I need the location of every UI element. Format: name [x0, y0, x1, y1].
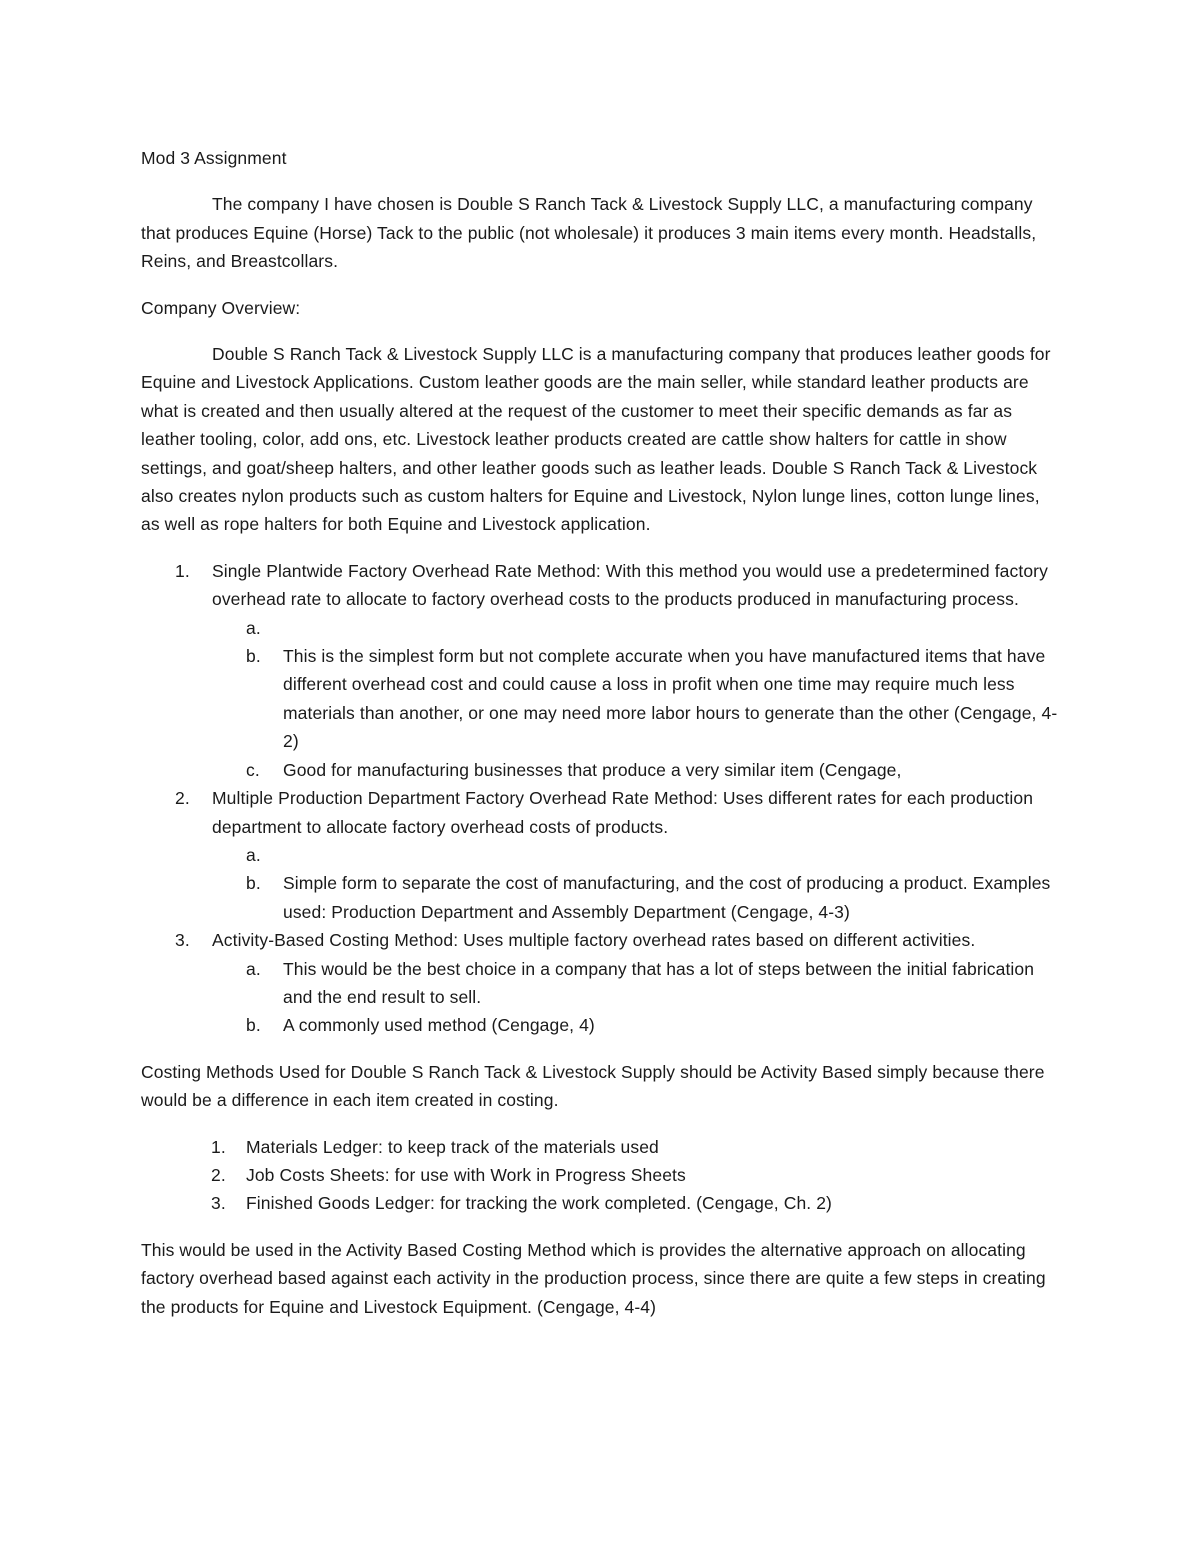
method-item	[141, 926, 1061, 1040]
sub-text: Simple form to separate the cost of manufacturing, and the cost of producing a product. Examples used: Production Department and Assembly Department (Cengage, 4-3)	[283, 873, 1051, 922]
sub-item	[212, 642, 1061, 756]
method-sub-list	[212, 955, 1061, 1040]
ledger-item	[141, 1161, 1061, 1189]
list-marker: 3.	[211, 1193, 226, 1214]
list-marker: 2.	[211, 1164, 226, 1185]
sub-item	[212, 614, 1061, 642]
ledger-text: Materials Ledger: to keep track of the materials used	[246, 1136, 659, 1157]
ledger-item	[141, 1189, 1061, 1217]
list-marker: 3.	[175, 930, 190, 951]
method-text: Single Plantwide Factory Overhead Rate Method: With this method you would use a predetermined factory overhead rate to allocate to factory overhead costs to the products produced in manufacturing process.	[212, 560, 1048, 610]
costing-paragraph: Costing Methods Used for Double S Ranch Tack & Livestock Supply should be Activity Based simply because there would be a difference in each item created in costing.	[141, 1061, 1045, 1111]
ledger-text: Finished Goods Ledger: for tracking the work completed. (Cengage, Ch. 2)	[246, 1193, 832, 1214]
method-text: Multiple Production Department Factory Overhead Rate Method: Uses different rates for each production department to allocate factory overhead costs of products.	[212, 788, 1034, 837]
sub-item	[212, 869, 1061, 926]
sub-marker: b.	[246, 1015, 261, 1036]
methods-list	[141, 557, 1061, 1040]
document-title: Mod 3 Assignment	[141, 148, 287, 168]
sub-marker: a.	[246, 958, 261, 979]
list-marker: 1.	[175, 560, 190, 581]
ledger-list	[141, 1133, 1061, 1218]
overview-paragraph: Double S Ranch Tack & Livestock Supply LLC is a manufacturing company that produces leather goods for Equine and Livestock Applications. Custom leather goods are the main seller, while standard leather products are what is created and then usually altered at the request of the customer to meet their specific demands as far as leather tooling, color, add ons, etc. Livestock leather products created are cattle show halters for cattle in show settings, and goat/sheep halters, and other leather goods such as leather leads. Double S Ranch Tack & Livestock also creates nylon products such as custom halters for Equine and Livestock, Nylon lunge lines, cotton lunge lines, as well as rope halters for both Equine and Livestock application.	[141, 344, 1051, 535]
sub-text: Good for manufacturing businesses that produce a very similar item (Cengage,	[283, 759, 902, 780]
method-sub-list	[212, 841, 1061, 926]
sub-text: This is the simplest form but not complete accurate when you have manufactured items that have different overhead cost and could cause a loss in profit when one time may require much less materials than another, or one may need more labor hours to generate than the other (Cengage, 4-2)	[283, 646, 1058, 752]
list-marker: 1.	[211, 1136, 226, 1157]
sub-marker: b.	[246, 646, 261, 667]
overview-heading: Company Overview:	[141, 297, 301, 318]
closing-paragraph: This would be used in the Activity Based Costing Method which is provides the alternative approach on allocating factory overhead based against each activity in the production process, since there are quite a few steps in creating the products for Equine and Livestock Equipment. (Cengage, 4-4)	[141, 1239, 1046, 1317]
intro-paragraph: The company I have chosen is Double S Ranch Tack & Livestock Supply LLC, a manufacturing company that produces Equine (Horse) Tack to the public (not wholesale) it produces 3 main items every month. Headstalls, Reins, and Breastcollars.	[141, 194, 1037, 272]
document-body	[141, 144, 1061, 1321]
ledger-item	[141, 1133, 1061, 1161]
sub-text: A commonly used method (Cengage, 4)	[283, 1015, 595, 1036]
sub-text: This would be the best choice in a company that has a lot of steps between the initial fabrication and the end result to sell.	[283, 958, 1035, 1007]
ledger-text: Job Costs Sheets: for use with Work in Progress Sheets	[246, 1164, 686, 1185]
sub-marker: a.	[246, 617, 261, 638]
sub-item	[212, 841, 1061, 869]
sub-marker: c.	[246, 759, 260, 780]
method-item	[141, 557, 1061, 784]
sub-marker: b.	[246, 873, 261, 894]
sub-marker: a.	[246, 844, 261, 865]
sub-item	[212, 1011, 1061, 1039]
list-marker: 2.	[175, 788, 190, 809]
sub-item	[212, 955, 1061, 1012]
method-item	[141, 784, 1061, 926]
method-text: Activity-Based Costing Method: Uses multiple factory overhead rates based on different activities.	[212, 930, 976, 951]
method-sub-list	[212, 614, 1061, 784]
sub-item	[212, 756, 1061, 784]
